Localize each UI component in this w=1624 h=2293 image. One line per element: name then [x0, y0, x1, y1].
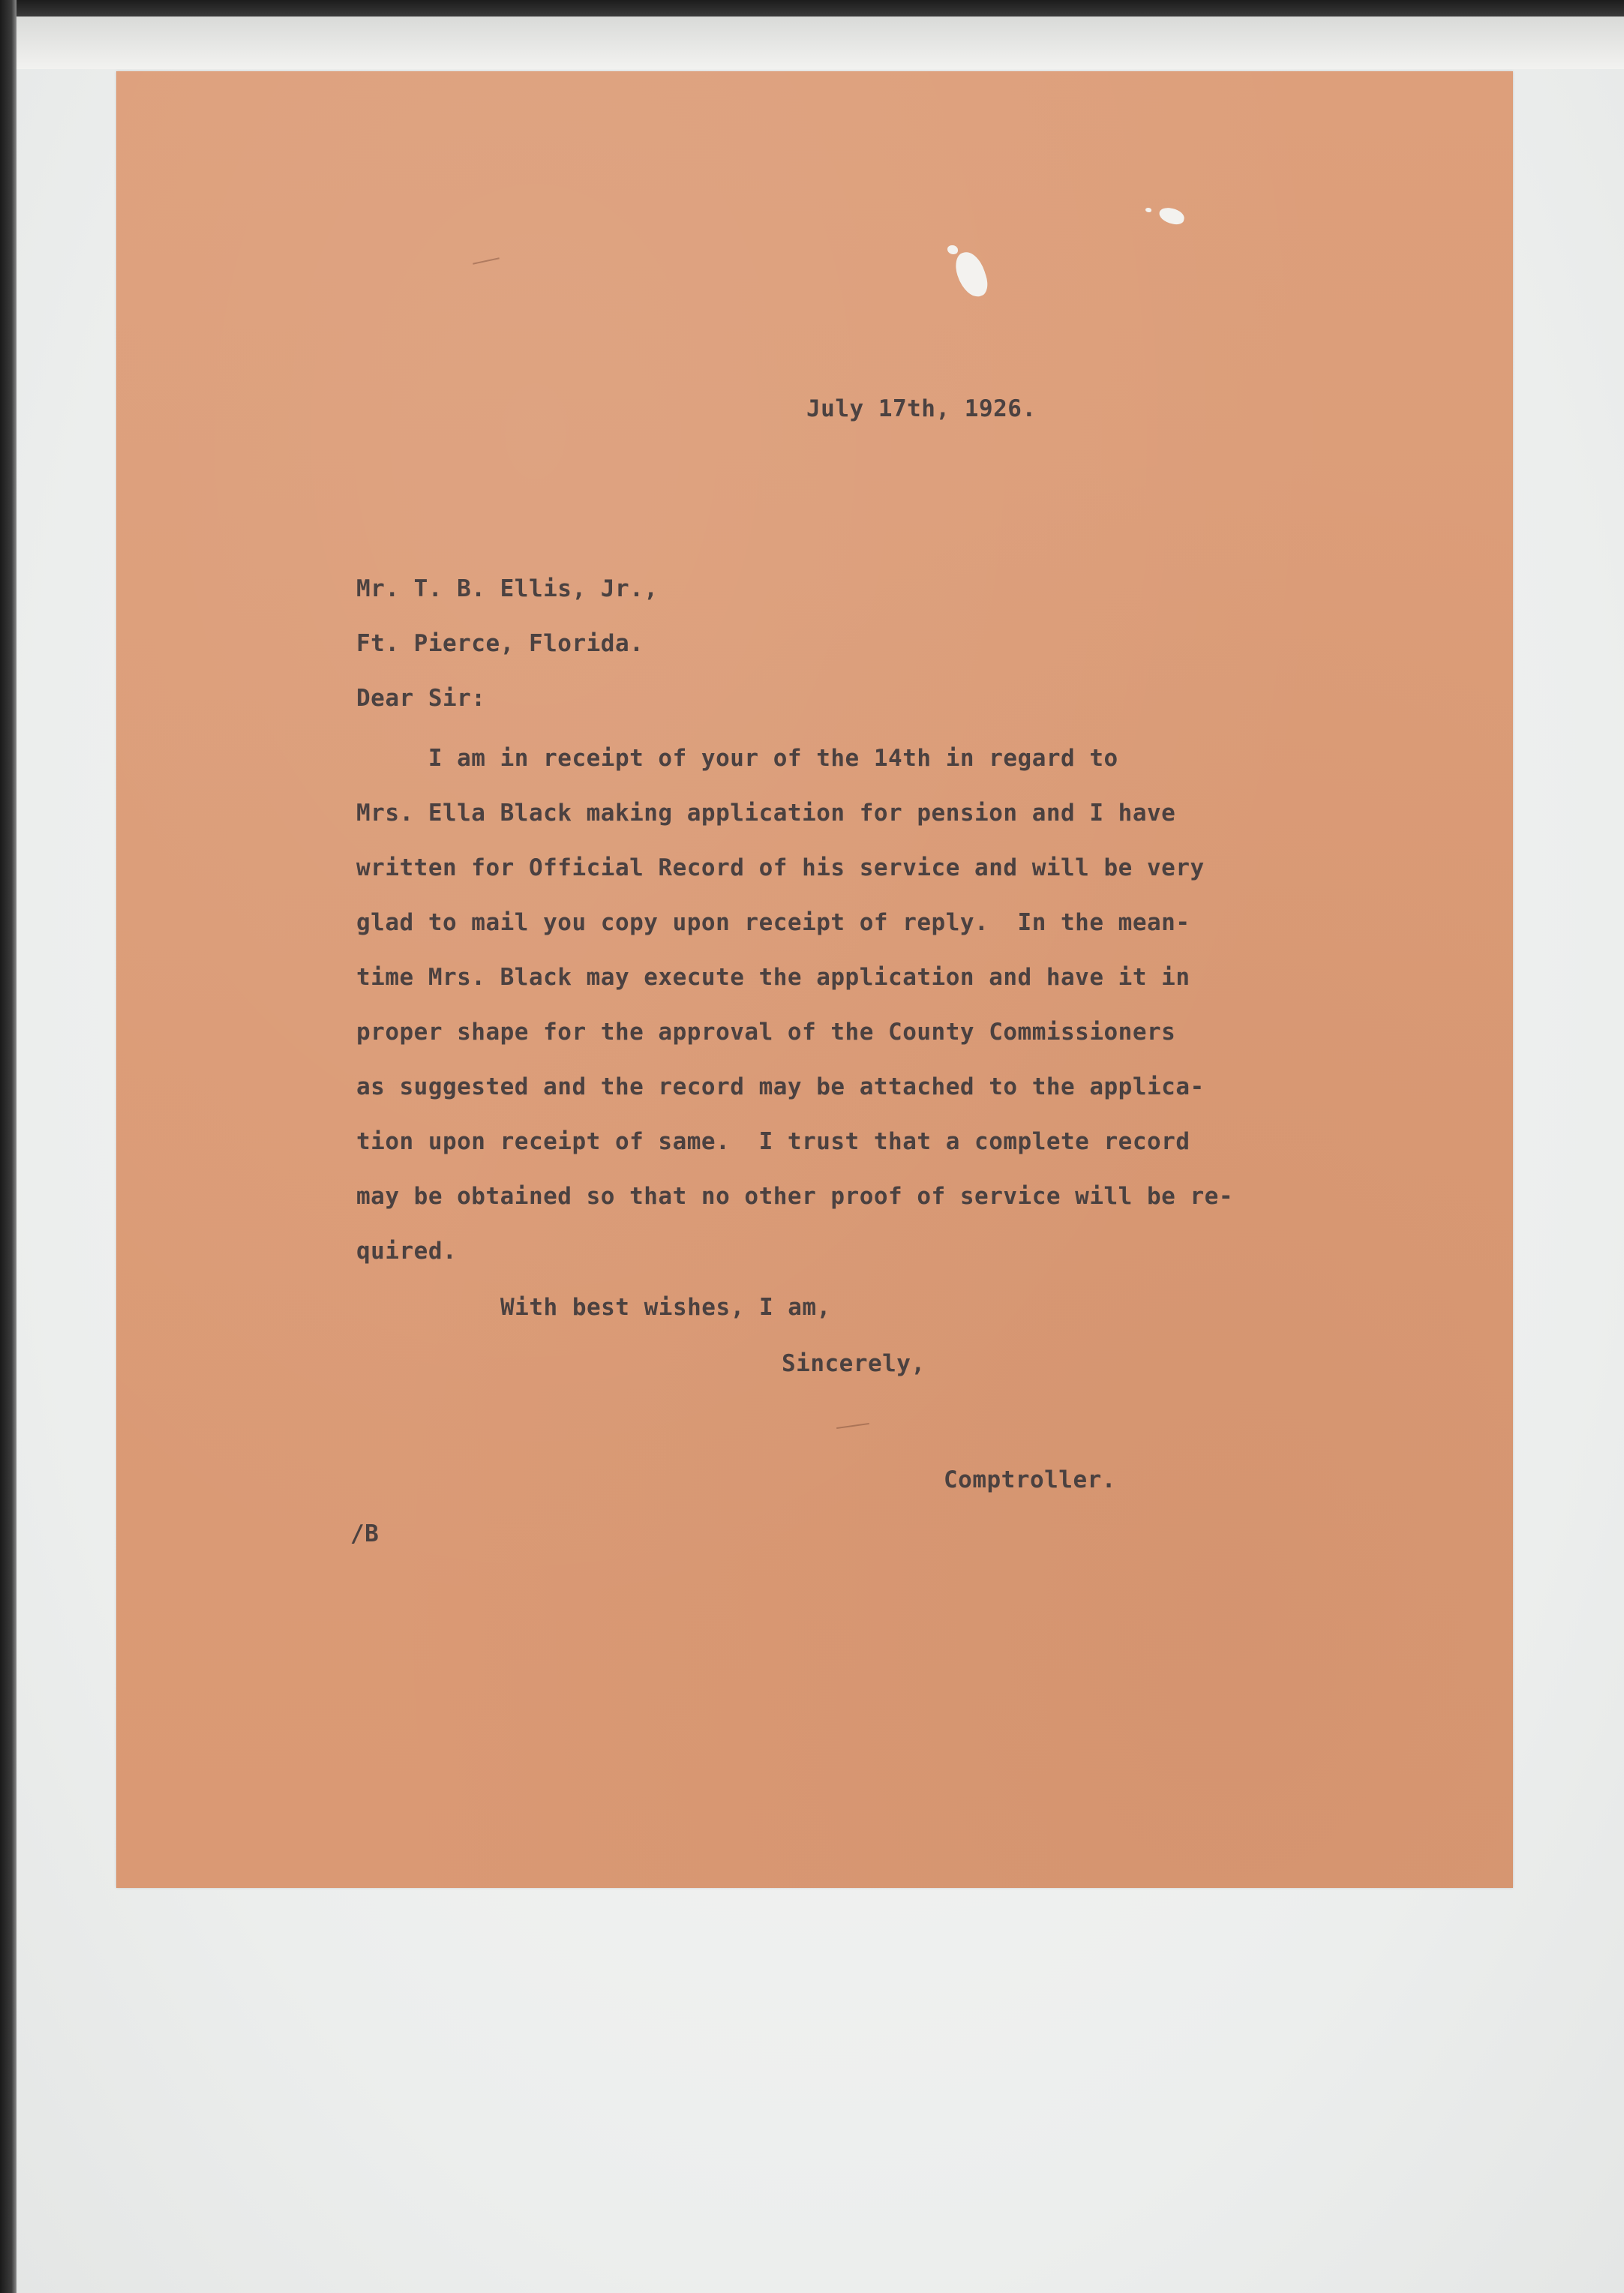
scanner-left-edge: [0, 0, 17, 2293]
body-line: written for Official Record of his service and will be very: [356, 854, 1205, 881]
body-line: Mrs. Ella Black making application for pension and I have: [356, 800, 1176, 827]
paper-wear-mark: [473, 257, 500, 264]
body-line: time Mrs. Black may execute the application and have it in: [356, 964, 1190, 991]
body-line: as suggested and the record may be attached to the applica-: [356, 1073, 1205, 1100]
letter-page: [116, 71, 1513, 1888]
paper-hole: [947, 245, 958, 254]
recipient-location: Ft. Pierce, Florida.: [356, 630, 644, 657]
body-line: proper shape for the approval of the County Commissioners: [356, 1019, 1176, 1046]
letter-date: July 17th, 1926.: [806, 395, 1037, 422]
signature-title: Comptroller.: [944, 1466, 1116, 1493]
scanner-top-edge: [0, 0, 1624, 17]
body-line: tion upon receipt of same. I trust that a complete record: [356, 1128, 1190, 1155]
body-line: glad to mail you copy upon receipt of reply. In the mean-: [356, 909, 1190, 936]
paper-hole: [1145, 208, 1151, 212]
paper-hole: [951, 248, 991, 301]
closing-line: With best wishes, I am,: [500, 1294, 831, 1321]
salutation: Dear Sir:: [356, 685, 486, 712]
body-line: I am in receipt of your of the 14th in regard to: [356, 745, 1118, 772]
scanner-strip: [17, 17, 1624, 69]
body-line: may be obtained so that no other proof of service will be re-: [356, 1183, 1233, 1210]
paper-hole: [1157, 206, 1185, 227]
recipient-name: Mr. T. B. Ellis, Jr.,: [356, 575, 659, 602]
paper-wear-mark: [836, 1423, 869, 1429]
body-line: quired.: [356, 1238, 458, 1265]
typist-initials: /B: [350, 1520, 380, 1547]
sign-off: Sincerely,: [782, 1350, 926, 1377]
